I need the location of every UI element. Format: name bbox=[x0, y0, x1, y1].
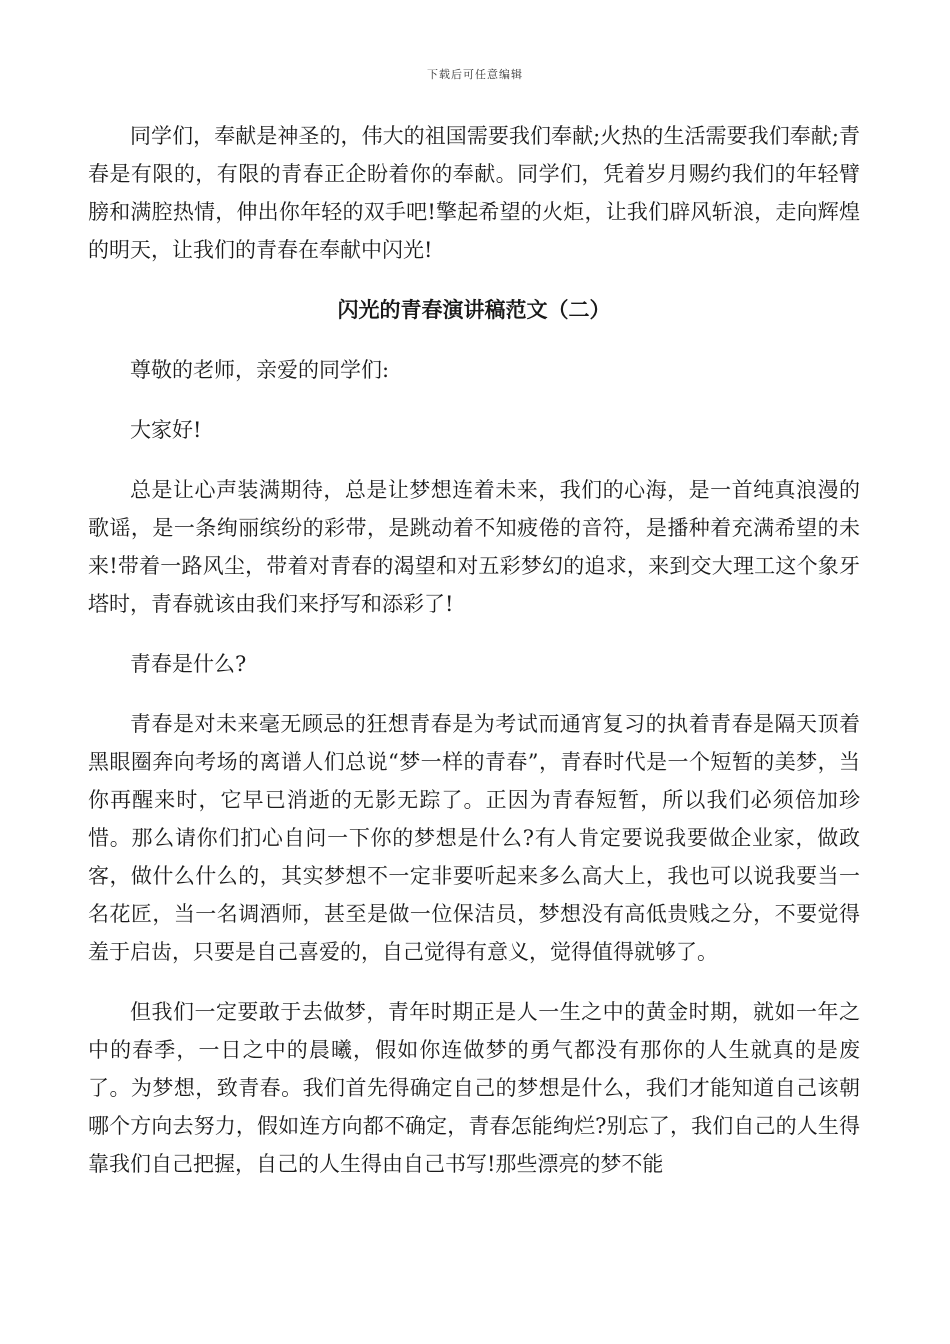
section-heading: 闪光的青春演讲稿范文（二） bbox=[337, 297, 611, 322]
salutation: 尊敬的老师，亲爱的同学们: bbox=[130, 358, 390, 382]
paragraph-question: 青春是什么? bbox=[130, 652, 247, 676]
paragraph-expectation: 总是让心声装满期待，总是让梦想连着未来，我们的心海，是一首纯真浪漫的歌谣，是一条绚丽缤纷的彩带，是跳动着不知疲倦的音符，是播种着充满希望的未来!带着一路风尘，带着对青春的渴望和对五彩梦幻的追求，来到交大理工这个象牙塔时，青春就该由我们来抒写和添彩了! bbox=[88, 478, 860, 616]
page-header-note: 下载后可任意编辑 bbox=[427, 68, 523, 81]
paragraph-dedication: 同学们，奉献是神圣的，伟大的祖国需要我们奉献;火热的生活需要我们奉献;青春是有限的，有限的青春正企盼着你的奉献。同学们，凭着岁月赐约我们的年轻臂膀和满腔热情，伸出你年轻的双手吧!擎起希望的火炬，让我们辟风斩浪，走向辉煌的明天，让我们的青春在奉献中闪光! bbox=[88, 124, 860, 262]
paragraph-dream-courage: 但我们一定要敢于去做梦，青年时期正是人一生之中的黄金时期，就如一年之中的春季，一日之中的晨曦，假如你连做梦的勇气都没有那你的人生就真的是废了。为梦想，致青春。我们首先得确定自己的梦想是什么，我们才能知道自己该朝哪个方向去努力，假如连方向都不确定，青春怎能绚烂?别忘了，我们自己的人生得靠我们自己把握，自己的人生得由自己书写!那些漂亮的梦不能 bbox=[88, 1000, 860, 1176]
paragraph-youth-definition: 青春是对未来毫无顾忌的狂想青春是为考试而通宵复习的执着青春是隔天顶着黑眼圈奔向考场的离谱人们总说“梦一样的青春”，青春时代是一个短暂的美梦，当你再醒来时，它早已消逝的无影无踪了。正因为青春短暂，所以我们必须倍加珍惜。那么请你们扪心自问一下你的梦想是什么?有人肯定要说我要做企业家，做政客，做什么什么的，其实梦想不一定非要听起来多么高大上，我也可以说我要当一名花匠，当一名调酒师，甚至是做一位保洁员，梦想没有高低贵贱之分，不要觉得羞于启齿，只要是自己喜爱的，自己觉得有意义，觉得值得就够了。 bbox=[88, 712, 860, 964]
greeting: 大家好! bbox=[130, 418, 202, 442]
document-body bbox=[88, 117, 860, 1183]
